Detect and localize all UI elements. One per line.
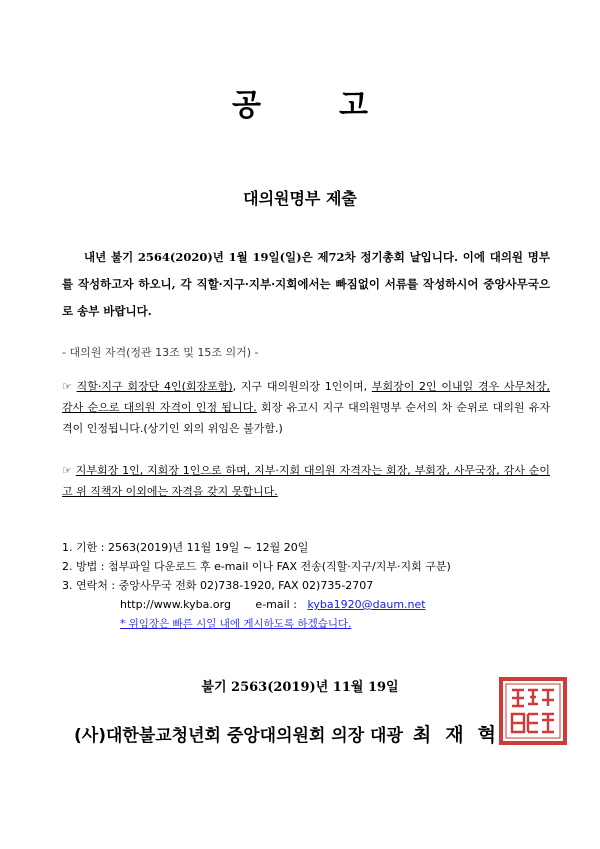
title-char-2: 고 — [339, 88, 368, 123]
note2-underlined: 지부회장 1인, 지회장 1인으로 하며, 지부·지회 대의원 자격자는 회장, 부회장, 사무국장, 감사 순이고 위 직책자 이외에는 자격을 갖지 못합니다. — [62, 464, 550, 498]
list-item-method: 2. 방법 : 첨부파일 다운로드 후 e-mail 이나 FAX 전송(직할·지구/지부·지회 구분) — [62, 560, 451, 573]
official-seal-stamp — [498, 676, 568, 746]
qualification-heading: - 대의원 자격(정관 13조 및 15조 의거) - — [62, 346, 259, 359]
signature-line — [74, 720, 510, 747]
signature-name: 최재혁 — [412, 724, 510, 746]
note-branches — [62, 460, 550, 502]
note1-plain-a: , 지구 대의원의장 1인이며, — [232, 380, 372, 393]
notice-row — [62, 614, 562, 634]
pointing-hand-icon: ☞ — [62, 464, 72, 477]
contact-web-row — [62, 595, 562, 614]
intro-text: 내년 불기 2564(2020)년 1월 19일(일)은 제72차 정기총회 날입니다. 이에 대의원 명부를 작성하고자 하오니, 각 직할·지구·지부·지회에서는 빠짐없이 서류를 작성하시어 중앙사무국으로 송부 바랍니다. — [62, 250, 550, 318]
proxy-notice: * 위임장은 빠른 시일 내에 게시하도록 하겠습니다. — [120, 618, 352, 630]
note-officers — [62, 376, 550, 439]
document-date: 불기 2563(2019)년 11월 19일 — [201, 680, 399, 695]
page-title — [0, 80, 600, 124]
email-link[interactable]: kyba1920@daum.net — [307, 598, 426, 611]
title-char-1: 공 — [232, 88, 261, 123]
details-list — [62, 538, 562, 634]
website-link[interactable]: http://www.kyba.org — [120, 598, 231, 611]
note1-plain-b: 회장 유고시 지구 대의원명부 순서의 차 순위로 대의원 유자격이 인정됩니다.(상기인 외의 위임은 불가함.) — [62, 401, 550, 435]
note1-underlined-a: 직할·지구 회장단 4인(회장포함) — [76, 380, 233, 393]
signature-org: (사)대한불교청년회 중앙대의원회 의장 대광 — [74, 726, 403, 746]
intro-paragraph — [62, 244, 550, 325]
note1-underlined-b: 부회장이 2인 이내일 경우 사무처장, 감사 순으로 대의원 자격이 인정 됩니다. — [62, 380, 550, 414]
list-item-contact: 3. 연락처 : 중앙사무국 전화 02)738-1920, FAX 02)735-2707 — [62, 579, 374, 592]
pointing-hand-icon: ☞ — [62, 380, 72, 393]
email-label: e-mail : — [255, 598, 297, 611]
list-item-deadline: 1. 기한 : 2563(2019)년 11월 19일 ~ 12월 20일 — [62, 541, 309, 554]
document-subtitle: 대의원명부 제출 — [243, 189, 357, 208]
